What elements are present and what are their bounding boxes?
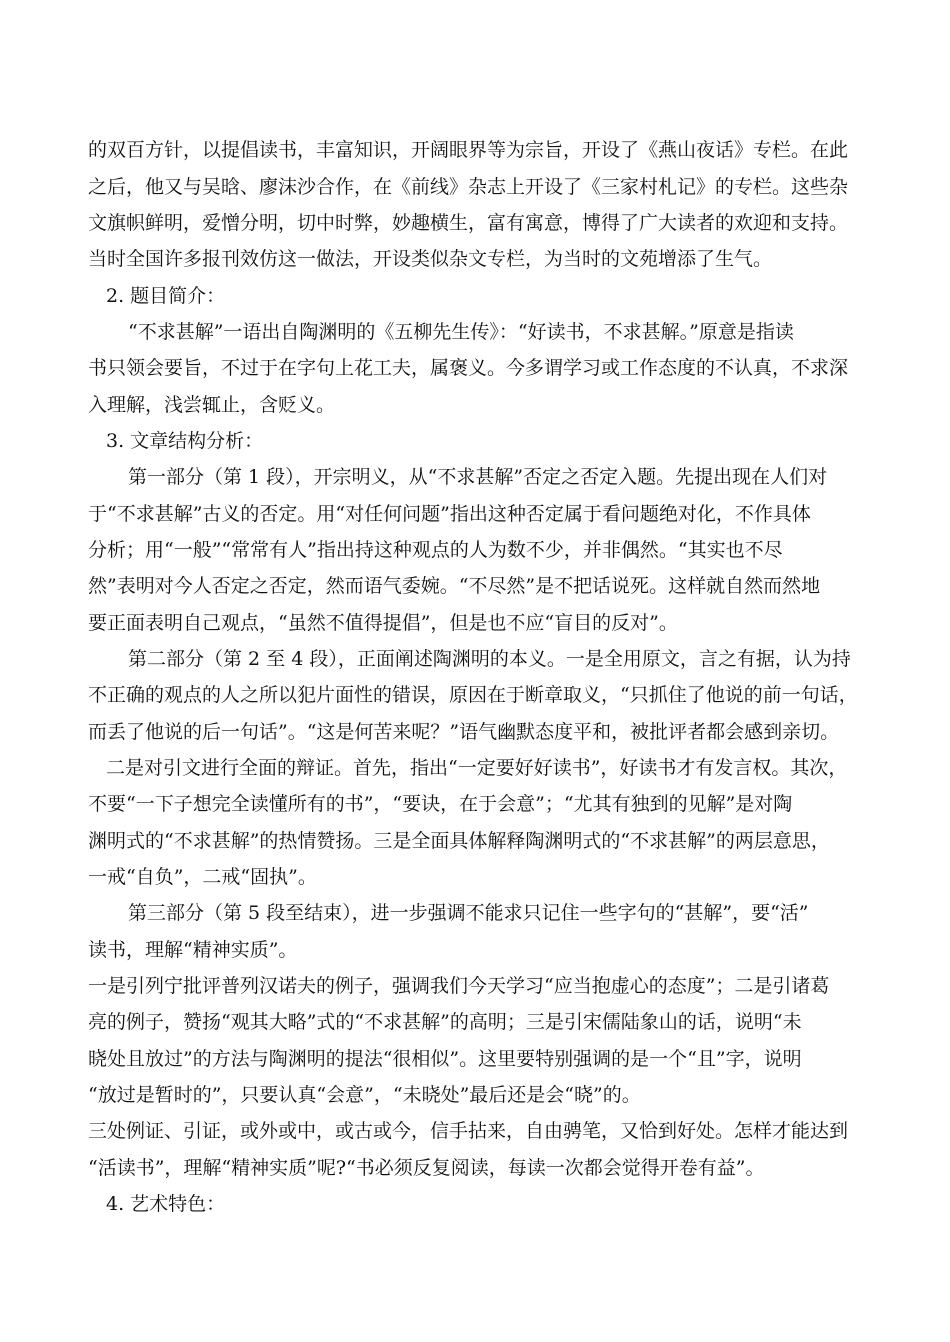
text-line: 要正面表明自己观点，“虽然不值得提倡”，但是也不应“盲目的反对”。 [88,612,678,634]
text-line: 之后，他又与吴晗、廖沫沙合作，在《前线》杂志上开设了《三家村札记》的专栏。这些杂 [88,176,849,198]
section-heading: 3. 文章结构分析： [106,430,264,452]
text-line: “活读书”，理解“精神实质”呢?“书必须反复阅读，每读一次都会觉得开卷有益”。 [88,1157,765,1179]
text-line: 第二部分（第 2 至 4 段），正面阐述陶渊明的本义。一是全用原文，言之有据，认为持 [128,648,851,670]
text-line: 书只领会要旨，不过于在字句上花工夫，属褒义。今多谓学习或工作态度的不认真，不求深 [88,357,849,379]
text-line: 然”表明对今人否定之否定，然而语气委婉。“不尽然”是不把话说死。这样就自然而然地 [88,575,821,597]
text-line: 读书，理解“精神实质”。 [88,939,298,961]
text-line: 入理解，浅尝辄止，含贬义。 [88,394,336,416]
text-line: 分析；用“一般”“常常有人”指出持这种观点的人为数不少，并非偶然。“其实也不尽 [88,539,783,561]
text-line: 文旗帜鲜明，爱憎分明，切中时弊，妙趣横生，富有寓意，博得了广大读者的欢迎和支持。 [88,212,849,234]
text-line: “不求甚解”一语出自陶渊明的《五柳先生传》：“好读书，不求甚解。”原意是指读 [128,321,794,343]
text-line: 的双百方针，以提倡读书，丰富知识，开阔眼界等为宗旨，开设了《燕山夜话》专栏。在此 [88,139,849,161]
section-heading: 4. 艺术特色： [106,1193,226,1215]
text-line: 于“不求甚解”古义的否定。用“对任何问题”指出这种否定属于看问题绝对化，不作具体 [88,503,811,525]
text-line: 三处例证、引证，或外或中，或古或今，信手拈来，自由骋笔，又恰到好处。怎样才能达到 [88,1120,849,1142]
text-line: 一是引列宁批评普列汉诺夫的例子，强调我们今天学习“应当抱虚心的态度”；二是引诸葛 [88,975,830,997]
text-line: 不要“一下子想完全读懂所有的书”，“要诀，在于会意”；“尤其有独到的见解”是对陶 [88,793,793,815]
text-line: 渊明式的“不求甚解”的热情赞扬。三是全面具体解释陶渊明式的“不求甚解”的两层意思， [88,830,830,852]
text-line: 第一部分（第 1 段），开宗明义，从“不求甚解”否定之否定入题。先提出现在人们对 [128,466,828,488]
section-heading: 2. 题目简介： [106,285,226,307]
text-line: 晓处且放过”的方法与陶渊明的提法“很相似”。这里要特别强调的是一个“且”字，说明 [88,1048,802,1070]
text-line: 亮的例子，赞扬“观其大略”式的“不求甚解”的高明；三是引宋儒陆象山的话，说明“未 [88,1011,802,1033]
text-line: 二是对引文进行全面的辩证。首先，指出“一定要好好读书”，好读书才有发言权。其次， [106,757,848,779]
text-line: 不正确的观点的人之所以犯片面性的错误，原因在于断章取义，“只抓住了他说的前一句话， [88,684,858,706]
text-line: 而丢了他说的后一句话”。“这是何苦来呢？”语气幽默态度平和，被批评者都会感到亲切。 [88,721,840,743]
text-line: 一戒“自负”，二戒“固执”。 [88,866,317,888]
text-line: 第三部分（第 5 段至结束），进一步强调不能求只记住一些字句的“甚解”，要“活” [128,902,809,924]
text-line: “放过是暂时的”，只要认真“会意”，“未晓处”最后还是会“晓”的。 [88,1084,641,1106]
text-line: 当时全国许多报刊效仿这一做法，开设类似杂文专栏，为当时的文苑增添了生气。 [88,248,773,270]
